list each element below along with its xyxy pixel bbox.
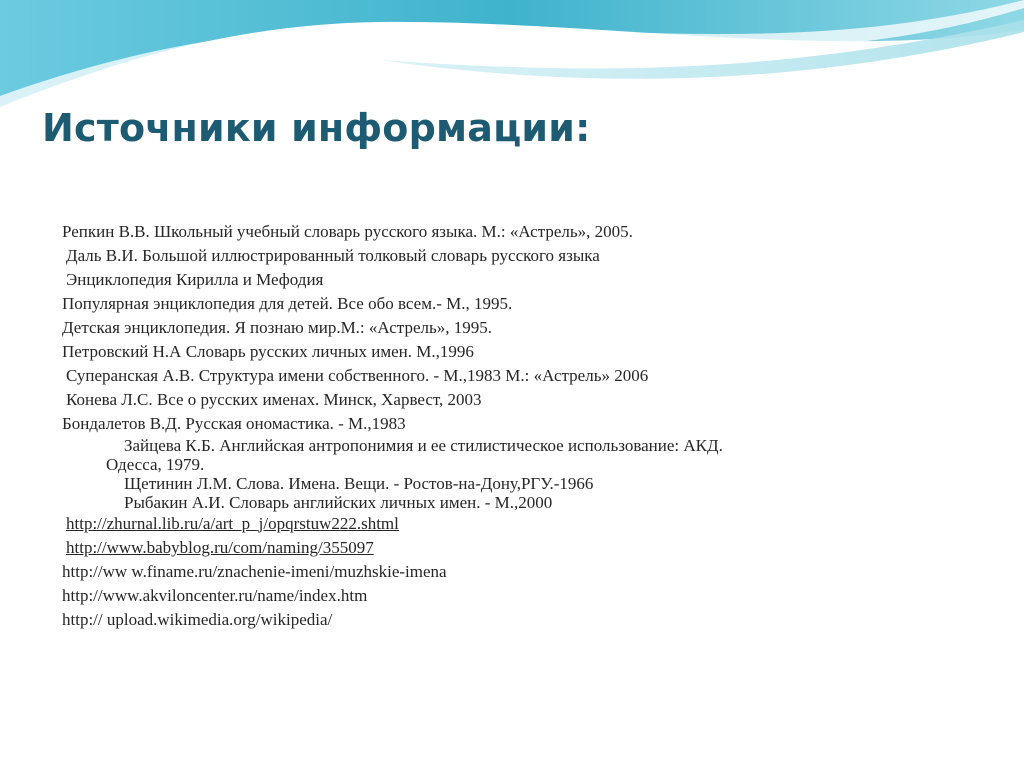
- list-item-line: Одесса, 1979.: [106, 455, 205, 474]
- list-item: Популярная энциклопедия для детей. Все обо всем.- М., 1995.: [62, 294, 513, 313]
- list-item: http://www.akviloncenter.ru/name/index.htm: [62, 586, 368, 605]
- slide-title: Источники информации:: [42, 106, 591, 150]
- list-item: [62, 536, 982, 560]
- sources-list: [62, 220, 982, 632]
- list-item-line: Зайцева К.Б. Английская антропонимия и ее стилистическое использование: АКД.: [124, 436, 723, 455]
- list-item: Конева Л.С. Все о русских именах. Минск, Харвест, 2003: [66, 390, 482, 409]
- list-item: http:// upload.wikimedia.org/wikipedia/: [62, 610, 333, 629]
- list-item: [62, 436, 982, 474]
- list-item: Бондалетов В.Д. Русская ономастика. - М.,1983: [62, 414, 406, 433]
- header-wave-decoration: [0, 0, 1024, 120]
- list-item: Петровский Н.А Словарь русских личных имен. М.,1996: [62, 342, 474, 361]
- source-link[interactable]: http://www.babyblog.ru/com/naming/355097: [66, 538, 374, 557]
- list-item: Щетинин Л.М. Слова. Имена. Вещи. - Ростов-на-Дону,РГУ.-1966: [124, 474, 594, 493]
- list-item: http://ww w.finame.ru/znachenie-imeni/muzhskie-imena: [62, 562, 447, 581]
- list-item: Детская энциклопедия. Я познаю мир.М.: «Астрель», 1995.: [62, 318, 492, 337]
- list-item: Даль В.И. Большой иллюстрированный толковый словарь русского языка: [66, 246, 600, 265]
- list-item: Суперанская А.В. Структура имени собственного. - М.,1983 М.: «Астрель» 2006: [66, 366, 649, 385]
- list-item: Энциклопедия Кирилла и Мефодия: [66, 270, 324, 289]
- source-link[interactable]: http://zhurnal.lib.ru/a/art_p_j/opqrstuw222.shtml: [66, 514, 399, 533]
- list-item: Репкин В.В. Школьный учебный словарь русского языка. М.: «Астрель», 2005.: [62, 222, 633, 241]
- list-item: Рыбакин А.И. Словарь английских личных имен. - М.,2000: [124, 493, 553, 512]
- list-item: [62, 512, 982, 536]
